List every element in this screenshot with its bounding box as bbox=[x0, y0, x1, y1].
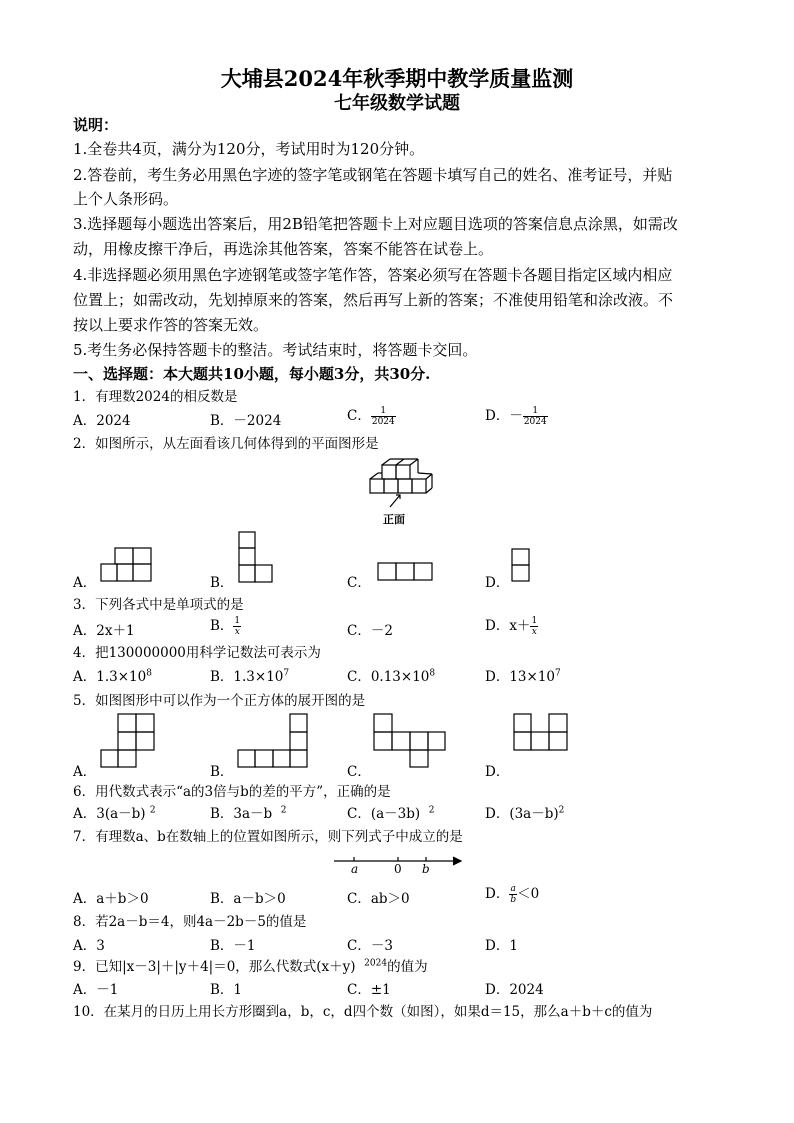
q9-option-d: D．2024 bbox=[485, 982, 544, 998]
q6-option-c bbox=[347, 802, 434, 822]
fraction-numerator: 1 bbox=[523, 406, 548, 417]
note-line: 2.答卷前，考生务必用黑色字迹的签字笔或钢笔在答题卡填写自己的姓名、准考证号，并贴 bbox=[73, 166, 673, 184]
q2-option-b-label: B． bbox=[210, 575, 234, 591]
note-line: 1.全卷共4页，满分为120分，考试用时为120分钟。 bbox=[73, 140, 425, 158]
q3-option-a: A．2x＋1 bbox=[73, 623, 135, 639]
q1-option-a: A．2024 bbox=[73, 413, 131, 429]
fraction bbox=[371, 406, 396, 427]
q5-option-c-net bbox=[373, 713, 447, 769]
notes-heading: 说明： bbox=[73, 116, 119, 134]
q6-option-a bbox=[73, 802, 156, 822]
exponent: 2024 bbox=[364, 958, 388, 969]
exponent: 8 bbox=[146, 668, 152, 679]
exam-title: 大埔县2024年秋季期中教学质量监测 bbox=[220, 66, 574, 91]
fraction-numerator: a bbox=[510, 884, 516, 894]
stem-text: 9．已知|x－3|＋|y＋4|＝0，那么代数式(x＋y) bbox=[73, 959, 356, 975]
question-6-stem: 6．用代数式表示“a的3倍与b的差的平方”，正确的是 bbox=[73, 784, 391, 800]
q3-option-b bbox=[210, 614, 241, 637]
question-7-stem: 7．有理数a、b在数轴上的位置如图所示，则下列式子中成立的是 bbox=[73, 829, 463, 845]
option-text: D．13×10 bbox=[485, 669, 555, 685]
q2-option-b-figure bbox=[238, 531, 274, 583]
exam-subtitle: 七年级数学试题 bbox=[334, 93, 460, 114]
q5-option-a-label: A． bbox=[73, 764, 97, 780]
fraction-denominator: 2024 bbox=[371, 417, 395, 427]
note-line: 4.非选择题必须用黑色字迹钢笔或签字笔作答，答案必须写在答题卡各题目指定区域内相应 bbox=[73, 266, 673, 284]
note-line: 位置上；如需改动，先划掉原来的答案，然后再写上新的答案；不准使用铅笔和涂改液。不 bbox=[73, 291, 674, 309]
note-line: 3.选择题每小题选出答案后，用2B铅笔把答题卡上对应题目选项的答案信息点涂黑，如需改 bbox=[73, 215, 678, 233]
fraction-numerator: 1 bbox=[371, 406, 396, 417]
q4-option-a bbox=[73, 665, 152, 685]
q6-option-d bbox=[485, 802, 564, 822]
option-text: D．(3a－b) bbox=[485, 806, 559, 822]
fraction bbox=[233, 616, 241, 637]
question-3-stem: 3．下列各式中是单项式的是 bbox=[73, 597, 244, 613]
q1-option-d bbox=[485, 404, 548, 427]
question-5-stem: 5．如图图形中可以作为一个正方体的展开图的是 bbox=[73, 693, 366, 709]
q9-option-a: A．－1 bbox=[73, 982, 119, 998]
q7-option-b: B．a－b＞0 bbox=[210, 891, 286, 907]
option-text: A．3(a－b) bbox=[73, 806, 146, 822]
q2-option-d-figure bbox=[511, 548, 531, 583]
front-view-label: 正面 bbox=[383, 513, 405, 526]
fraction bbox=[509, 884, 517, 905]
q9-option-c: C．±1 bbox=[347, 982, 391, 998]
question-9-stem bbox=[73, 955, 428, 975]
q7-option-a: A．a＋b＞0 bbox=[73, 891, 149, 907]
number-line-label-0: 0 bbox=[394, 862, 402, 876]
fraction bbox=[523, 406, 548, 427]
note-line: 按以上要求作答的答案无效。 bbox=[73, 316, 269, 334]
q4-option-b bbox=[210, 665, 289, 685]
note-line: 上个人条形码。 bbox=[73, 190, 179, 208]
option-label: D． bbox=[485, 886, 510, 902]
exponent: 7 bbox=[283, 668, 290, 679]
exponent: 2 bbox=[280, 805, 287, 816]
fraction-denominator: x bbox=[531, 627, 537, 637]
q4-option-c bbox=[347, 665, 435, 685]
q2-option-a-figure bbox=[101, 547, 153, 583]
option-label: C． bbox=[347, 408, 371, 424]
number-line-label-a: a bbox=[351, 862, 359, 876]
exponent: 8 bbox=[429, 668, 436, 679]
q4-option-d bbox=[485, 665, 561, 685]
exponent: 7 bbox=[555, 668, 561, 679]
q5-option-b-net bbox=[237, 713, 309, 769]
q2-option-c-label: C． bbox=[347, 575, 371, 591]
q7-option-c: C．ab＞0 bbox=[347, 891, 410, 907]
q1-option-c bbox=[347, 404, 396, 427]
option-text: ＜0 bbox=[517, 886, 540, 902]
fraction-numerator: 1 bbox=[234, 616, 241, 626]
q2-option-c-figure bbox=[377, 562, 433, 582]
q6-option-b bbox=[210, 802, 287, 822]
q5-option-b-label: B． bbox=[210, 764, 234, 780]
q2-option-a-label: A． bbox=[73, 575, 97, 591]
fraction bbox=[530, 616, 538, 637]
option-label: B． bbox=[210, 618, 234, 634]
option-text: C．(a－3b) bbox=[347, 806, 421, 822]
exponent: 2 bbox=[149, 805, 156, 816]
number-line-label-b: b bbox=[422, 862, 430, 876]
option-text: B．3a－b bbox=[210, 806, 273, 822]
question-4-stem: 4．把130000000用科学记数法可表示为 bbox=[73, 645, 321, 661]
q9-option-b: B．1 bbox=[210, 982, 243, 998]
option-text: A．1.3×10 bbox=[73, 669, 147, 685]
fraction-denominator: x bbox=[234, 627, 240, 637]
exponent: 2 bbox=[558, 805, 565, 816]
note-line: 5.考生务必保持答题卡的整洁。考试结束时，将答题卡交回。 bbox=[73, 341, 478, 359]
q5-option-a-net bbox=[100, 713, 156, 769]
q1-option-b: B．－2024 bbox=[210, 413, 282, 429]
option-label: D．－ bbox=[485, 408, 523, 424]
q2-option-d-label: D． bbox=[485, 575, 510, 591]
question-8-stem: 8．若2a－b＝4，则4a－2b－5的值是 bbox=[73, 914, 307, 930]
section-heading: 一、选择题：本大题共10小题，每小题3分，共30分. bbox=[73, 365, 431, 383]
question-1-stem: 1．有理数2024的相反数是 bbox=[73, 389, 238, 405]
q7-option-d bbox=[485, 882, 539, 905]
q8-option-b: B．－1 bbox=[210, 938, 256, 954]
option-label: D．x＋ bbox=[485, 618, 531, 634]
fraction-numerator: 1 bbox=[531, 616, 538, 626]
q8-option-c: C．－3 bbox=[347, 938, 393, 954]
q3-option-d bbox=[485, 614, 538, 637]
question-2-stem: 2．如图所示，从左面看该几何体得到的平面图形是 bbox=[73, 436, 379, 452]
option-text: B．1.3×10 bbox=[210, 669, 284, 685]
note-line: 动，用橡皮擦干净后，再选涂其他答案，答案不能答在试卷上。 bbox=[73, 240, 494, 258]
q5-option-d-label: D． bbox=[485, 764, 510, 780]
stem-text: 的值为 bbox=[387, 959, 428, 975]
q8-option-a: A．3 bbox=[73, 938, 105, 954]
q3-option-c: C．－2 bbox=[347, 623, 393, 639]
q5-option-c-label: C． bbox=[347, 764, 371, 780]
q8-option-d: D．1 bbox=[485, 938, 518, 954]
fraction-denominator: b bbox=[510, 895, 517, 905]
question-10-stem: 10．在某月的日历上用长方形圈到a，b，c，d四个数（如图），如果d＝15，那么a＋b＋c的值为 bbox=[73, 1004, 653, 1020]
exponent: 2 bbox=[428, 805, 435, 816]
q5-option-d-net bbox=[513, 713, 569, 753]
fraction-denominator: 2024 bbox=[523, 417, 547, 427]
option-text: C．0.13×10 bbox=[347, 669, 430, 685]
